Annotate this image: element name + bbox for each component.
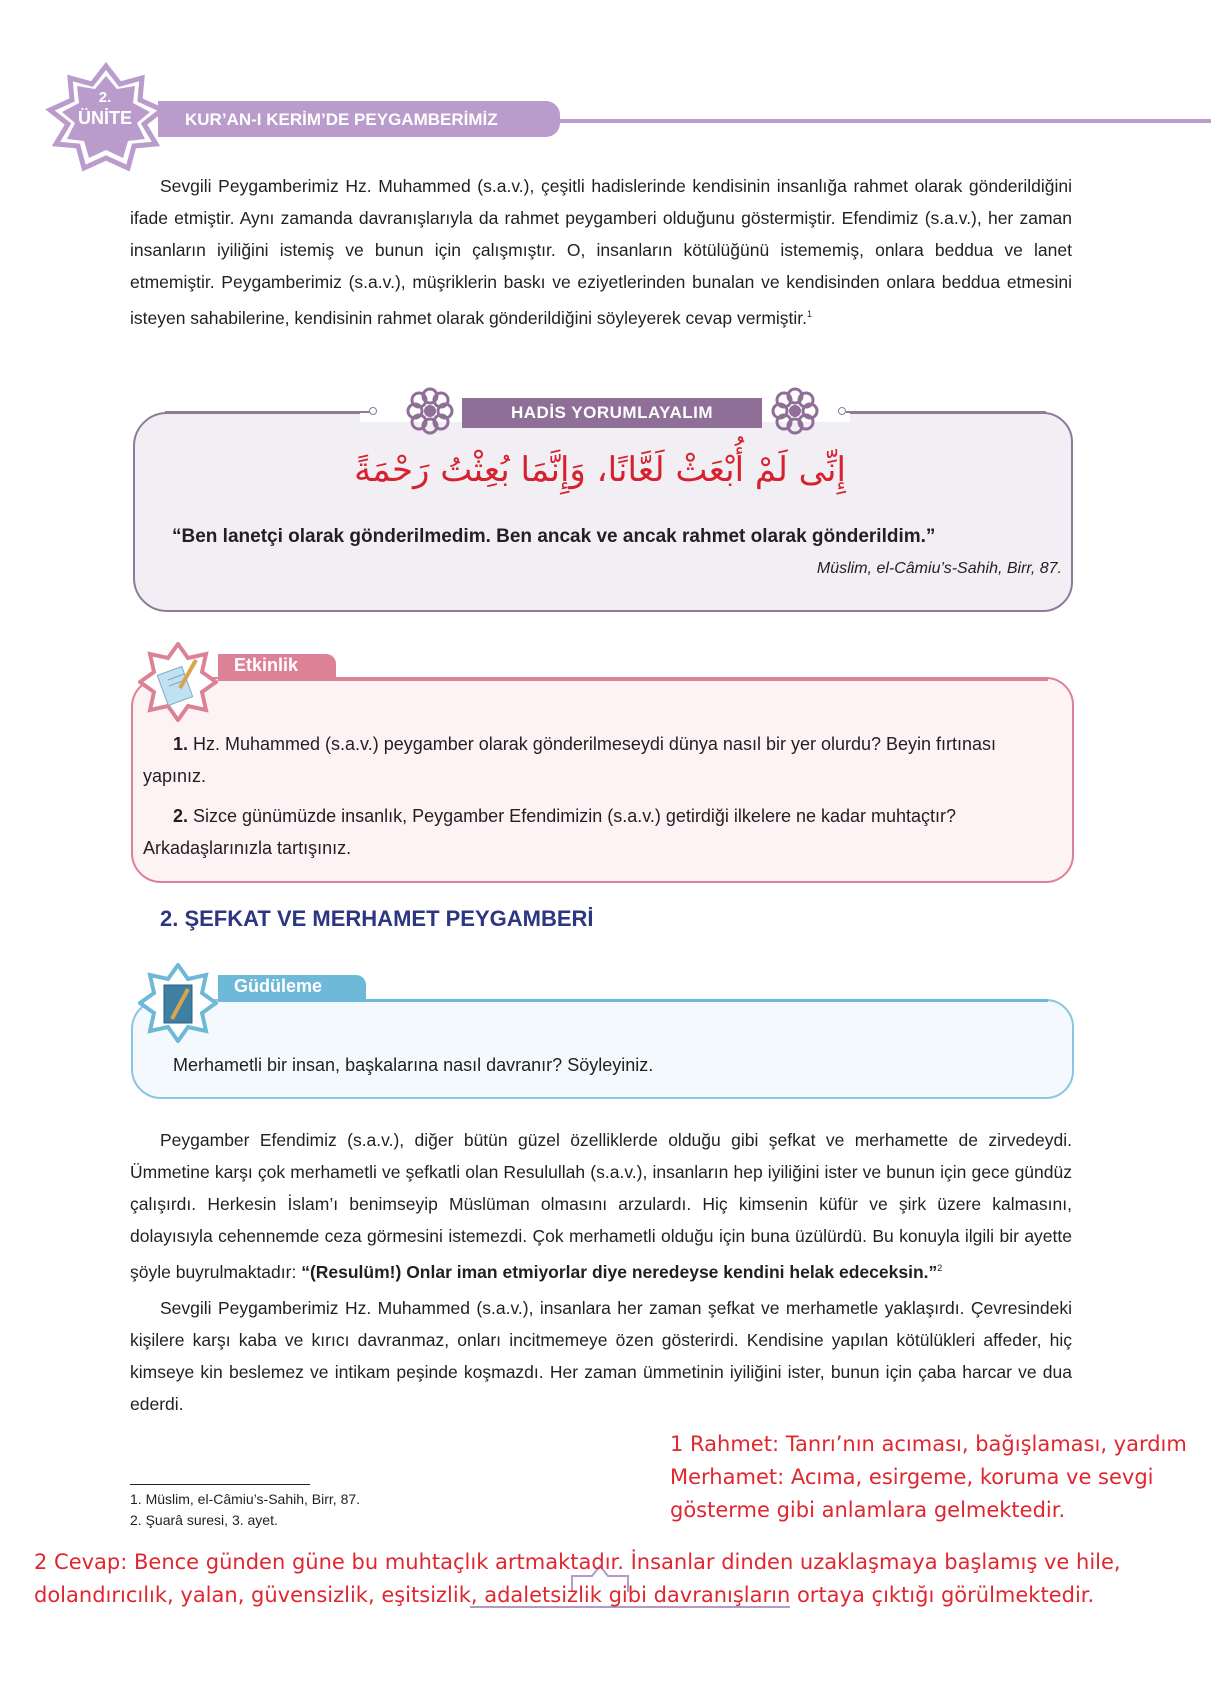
rosette-right-icon [770,386,820,436]
body-paragraphs [130,1124,1072,1420]
unit-title: KUR’AN-I KERİM’DE PEYGAMBERİMİZ [185,110,498,129]
footnote-rule [130,1484,310,1485]
rosette-left-icon [405,386,455,436]
etkinlik-question-1 [143,728,1060,792]
book-quill-icon [138,963,218,1043]
question-text: Sizce günümüzde insanlık, Peygamber Efendimizin (s.a.v.) getirdiği ilkelere ne kadar muhtaçtır? Arkadaşlarınızla tartışınız. [143,806,957,858]
body-paragraph-2 [130,1292,1072,1420]
note-line: 2 Cevap: Bence günden güne bu muhtaçlık artmaktadır. İnsanlar dinden uzaklaşmaya başlamış ve hile, [34,1550,1121,1574]
etkinlik-rule [218,678,1048,681]
annotation-note-2 [34,1546,1211,1612]
gudüleme-rule [218,999,1048,1002]
hadis-right-rule [846,411,1046,413]
gudüleme-title: Güdüleme [234,976,323,996]
note-line: dolandırıcılık, yalan, güvensizlik, eşitsizlik, adaletsizlik gibi davranışların ortaya çıktığı görülmektedir. [34,1583,1095,1607]
body-paragraph-1 [130,1124,1072,1288]
ayet-quote: “(Resulüm!) Onlar iman etmiyorlar diye neredeyse kendini helak edeceksin.” [301,1261,938,1282]
question-number: 1. [173,734,189,754]
unit-number: 2. [98,89,112,106]
intro-paragraph [130,170,1072,334]
note-line: Merhamet: Acıma, esirgeme, koruma ve sevgi [670,1465,1154,1489]
pencil-paper-icon [138,642,218,722]
gudüleme-box [131,999,1074,1099]
header-rule [558,119,1211,123]
note-line: 1 Rahmet: Tanrı’nın acıması, bağışlaması, yardım [670,1432,1187,1456]
etkinlik-questions [143,728,1060,872]
hadis-left-rule [165,411,373,413]
footnote-2: 2. Şuarâ suresi, 3. ayet. [130,1512,278,1528]
hadis-box [133,412,1073,612]
footnotes [130,1489,360,1531]
footnote-1: 1. Müslim, el-Câmiu’s-Sahih, Birr, 87. [130,1491,361,1507]
hadis-arabic-text: إِنِّى لَمْ أُبْعَثْ لَعَّانًا، وَإِنَّمَا بُعِثْتُ رَحْمَةً [354,450,846,490]
annotation-note-1 [670,1428,1211,1527]
question-number: 2. [173,806,189,826]
question-text: Hz. Muhammed (s.a.v.) peygamber olarak gönderilmeseydi dünya nasıl bir yer olurdu? Beyin fırtınası yapınız. [143,734,997,786]
footnote-ref: 2 [937,1263,943,1273]
hadis-translation: “Ben lanetçi olarak gönderilmedim. Ben ancak ve ancak rahmet olarak gönderildim.” [172,526,936,547]
paragraph-text: Peygamber Efendimiz (s.a.v.), diğer bütün güzel özelliklerde olduğu gibi şefkat ve merhamette de zirvedeydi. Ümmetine karşı çok merhametli ve şefkatli olan Resulullah (s.a.v.), insanların hep iyiliğini ister ve bunun için gece gündüz çalışırdı. Herkesin İslam’ı benimseyip Müslüman olmasını arzulardı. Hiç kimsenin küfür ve şirk üzere kalmasını, dolayısıyla cehennemde ceza görmesini istemezdi. Çok merhametli olduğu için buna üzülürdü. Bu konuyla ilgili bir ayette şöyle buyrulmaktadır: [130,1130,1072,1282]
etkinlik-title: Etkinlik [234,655,299,675]
paragraph-text: Sevgili Peygamberimiz Hz. Muhammed (s.a.v.), insanlara her zaman şefkat ve merhametle yaklaşırdı. Çevresindeki kişilere karşı kaba ve kırıcı davranmaz, onları incitmemeye özen gösterirdi. Kendisine yapılan kötülükleri affeder, hiç kimseye kin beslemez ve intikam peşinde koşmazdı. Her zaman ümmetinin iyiliğini ister, bunun için çaba harcar ve dua ederdi. [130,1297,1072,1414]
etkinlik-question-2 [143,800,1060,864]
hadis-right-dot [838,407,846,415]
hadis-source: Müslim, el-Câmiu’s-Sahih, Birr, 87. [816,560,1062,577]
section-heading: 2. ŞEFKAT VE MERHAMET PEYGAMBERİ [160,906,594,931]
hadis-title: HADİS YORUMLAYALIM [510,403,713,422]
gudüleme-text: Merhametli bir insan, başkalarına nasıl davranır? Söyleyiniz. [173,1055,654,1075]
note-line: gösterme gibi anlamlara gelmektedir. [670,1498,1066,1522]
hadis-left-dot [369,407,377,415]
unit-label: ÜNİTE [78,108,132,128]
intro-text: Sevgili Peygamberimiz Hz. Muhammed (s.a.v.), çeşitli hadislerinde kendisinin insanlığa rahmet olarak gönderildiğini ifade etmiştir. Aynı zamanda davranışlarıyla da rahmet peygamberi olduğunu göstermiştir. Efendimiz (s.a.v.), her zaman insanların iyiliğini istemiş ve bunun için çalışmıştır. O, insanların kötülüğünü istememiş, onlara beddua ve lanet etmemiştir. Peygamberimiz (s.a.v.), müşriklerin baskı ve eziyetlerinden bunalan ve kendisinden onlara beddua etmesini isteyen sahabilerine, kendisinin rahmet olarak gönderildiğini söyleyerek cevap vermiştir. [130,176,1072,328]
footnote-ref: 1 [807,309,813,319]
